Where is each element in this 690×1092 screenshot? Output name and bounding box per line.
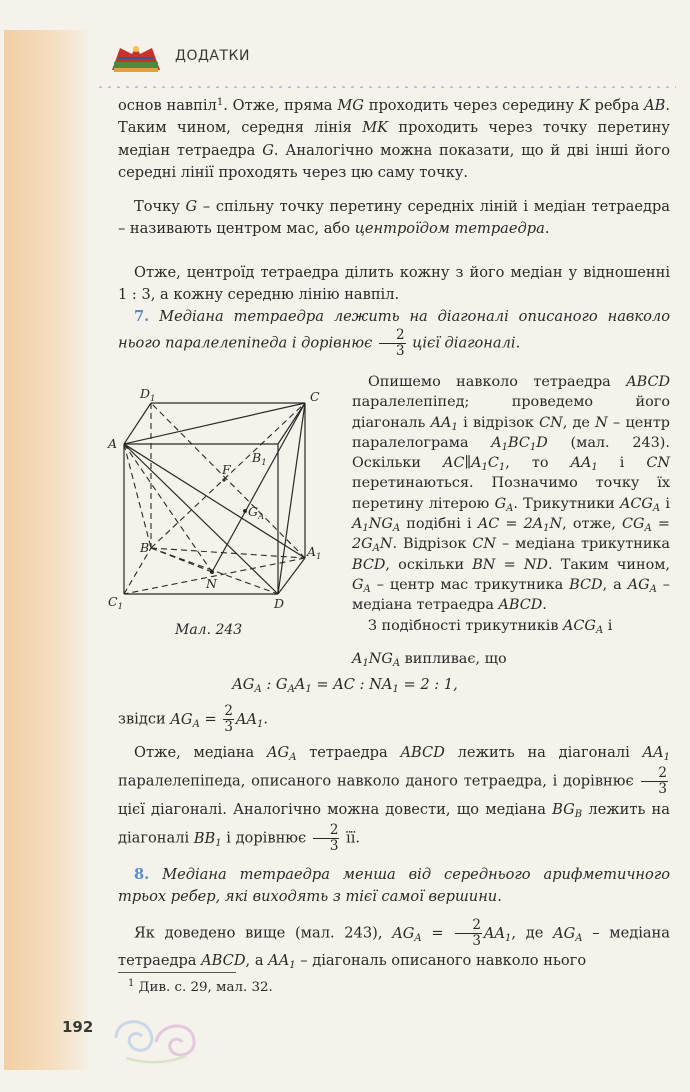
label-B: B bbox=[140, 540, 150, 555]
label-F: F bbox=[222, 462, 231, 477]
label-D1: $D_1$ bbox=[140, 388, 156, 404]
label-A1: $A_1$ bbox=[307, 544, 322, 562]
paragraph-4: Отже, медіана $AG_A$ тетраедра ABCD лежить на діагоналі $AA_1$ паралелепіпеда, описаного навколо даного тетраедра, і дорівнює $\frac{2}{3}$ цієї діагоналі. Аналогічно можна довести, що медіана $BG_B$ лежить на діагоналі $BB_1$ і дорівнює $\frac{2}{3}$ її. bbox=[118, 744, 670, 854]
theorem-8: 8. Медіана тетраедра менша від середнього арифметичного трьох ребер, які виходять з тієї самої вершини. bbox=[118, 866, 670, 906]
label-C1: $C_1$ bbox=[108, 594, 123, 612]
paragraph-2: Точку G – спільну точку перетину середніх ліній і медіан тетраедра – називають центром мас, або центроїдом тетраедра. bbox=[118, 198, 670, 238]
footnote-divider bbox=[118, 972, 236, 973]
right-column-text: Опишемо навколо тетраедра ABCD паралелепіпед; проведемо його діагональ $AA_1$ і відрізок CN, де N – центр паралелограма $A_1BC_1D$ (мал. 243). Оскільки $AC\parallel A_1C_1$, то $AA_1$ і CN перетинаються. Позначимо точку їх перетину літерою $G_A$. Трикутники $ACG_A$ і $A_1NG_A$ подібні і AC = $2A_1N$, отже, $CG_A = 2G_AN$. Відрізок CN – медіана трикутника BCD, оскільки BN = ND. Таким чином, $G_A$ – центр мас трикутника BCD, а $AG_A$ – медіана тетраедра ABCD. З подібності трикутників $ACG_A$ і bbox=[352, 374, 671, 636]
page-number: 192 bbox=[62, 1018, 94, 1036]
margin-decoration bbox=[4, 30, 88, 1070]
label-B1: $B_1$ bbox=[252, 450, 267, 468]
label-A: A bbox=[108, 436, 118, 451]
footnote: $^1$ Див. с. 29, мал. 32. bbox=[128, 978, 273, 995]
section-title: ДОДАТКИ bbox=[175, 48, 250, 64]
label-N: N bbox=[206, 576, 217, 591]
ratio-formula: $AG_A$ : $G_AA_1$ = AC : $NA_1 = 2$ : 1, bbox=[232, 676, 458, 695]
paragraph-1: основ навпіл$^1$. Отже, пряма MG проходить через середину K ребра AB. Таким чином, середня лінія MK проходить через точку перетину медіан тетраедра G. Аналогічно можна показати, що й дві інші його середні лінії проходять через цю саму точку. bbox=[118, 97, 671, 182]
paragraph-5: Як доведено вище (мал. 243), $AG_A$ = $\frac{2}{3}$ $AA_1$, де $AG_A$ – медіана тетраедра ABCD, а $AA_1$ – діагональ описаного навколо нього bbox=[118, 917, 670, 971]
theorem-8-number: 8. bbox=[134, 866, 150, 883]
paragraph-3: Отже, центроїд тетраедра ділить кожну з його медіан у відношенні 1 : 3, а кожну середню лінію навпіл. bbox=[118, 264, 670, 304]
similar-continuation: $A_1NG_A$ випливає, що bbox=[352, 651, 507, 669]
term-centroid: центроїдом тетраедра bbox=[354, 220, 545, 238]
figure-caption: Мал. 243 bbox=[175, 622, 243, 638]
label-C: C bbox=[310, 389, 320, 404]
header-divider bbox=[96, 86, 676, 88]
theorem-7: 7. Медіана тетраедра лежить на діагоналі описаного навколо нього паралелепіпеда і дорівнює $\frac{2}{3}$ цієї діагоналі. bbox=[118, 308, 670, 360]
hence-line: звідси $AG_A$ = $\frac{2}{3}$ $AA_1$. bbox=[118, 703, 269, 735]
label-D: D bbox=[274, 596, 285, 611]
section-logo-icon bbox=[110, 40, 162, 78]
figure-243-parallelepiped bbox=[102, 388, 346, 620]
label-GA: $G_A$ bbox=[248, 504, 265, 522]
swirl-ornament-icon bbox=[96, 998, 204, 1068]
theorem-7-number: 7. bbox=[134, 308, 150, 325]
